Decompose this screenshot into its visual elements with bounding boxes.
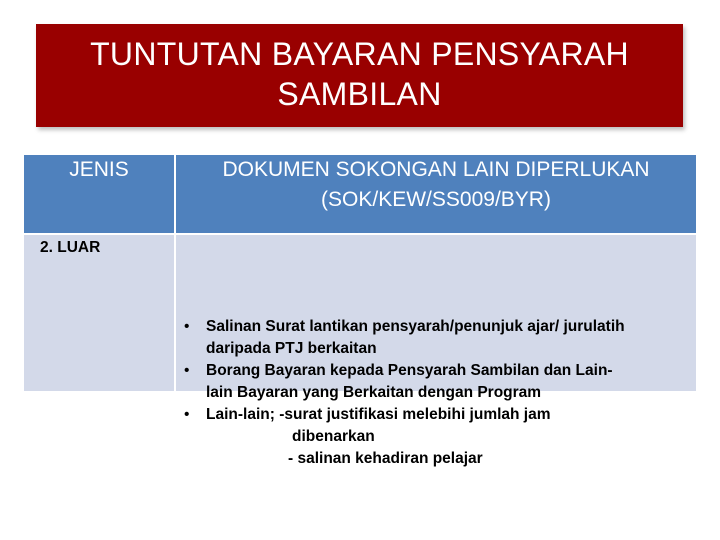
bullet-icon: • [184, 406, 190, 423]
list-item-line: lain Bayaran yang Berkaitan dengan Program [206, 384, 542, 401]
list-item-line: Lain-lain; -surat justifikasi melebihi jumlah jam [206, 406, 551, 423]
bullet-icon: • [184, 318, 190, 335]
list-item [184, 404, 694, 426]
header-dokumen-line-1: DOKUMEN SOKONGAN LAIN DIPERLUKAN [222, 158, 650, 181]
table-row [24, 235, 696, 467]
table-header-row [24, 155, 696, 233]
bullet-icon: • [184, 362, 190, 379]
title-line-2: SAMBILAN [277, 75, 442, 112]
list-item-line: Salinan Surat lantikan pensyarah/penunjuk ajar/ jurulatih [206, 318, 625, 335]
title-line-1: TUNTUTAN BAYARAN PENSYARAH [90, 35, 629, 72]
title-banner [36, 24, 683, 127]
header-dokumen [174, 155, 696, 233]
document-table [24, 155, 696, 467]
header-jenis: JENIS [69, 158, 129, 181]
jenis-value: 2. LUAR [40, 239, 101, 256]
document-list [184, 316, 694, 470]
list-item-continuation: dibenarkan [292, 428, 375, 445]
cell-jenis [24, 235, 174, 391]
list-item-continuation: - salinan kehadiran pelajar [288, 450, 483, 467]
list-item-line: daripada PTJ berkaitan [206, 340, 377, 357]
list-item-line: Borang Bayaran kepada Pensyarah Sambilan dan Lain- [206, 362, 613, 379]
header-dokumen-line-2: (SOK/KEW/SS009/BYR) [321, 188, 551, 211]
cell-dokumen [174, 235, 696, 467]
list-item [184, 316, 694, 360]
list-item [184, 360, 694, 404]
slide-title [60, 34, 660, 114]
